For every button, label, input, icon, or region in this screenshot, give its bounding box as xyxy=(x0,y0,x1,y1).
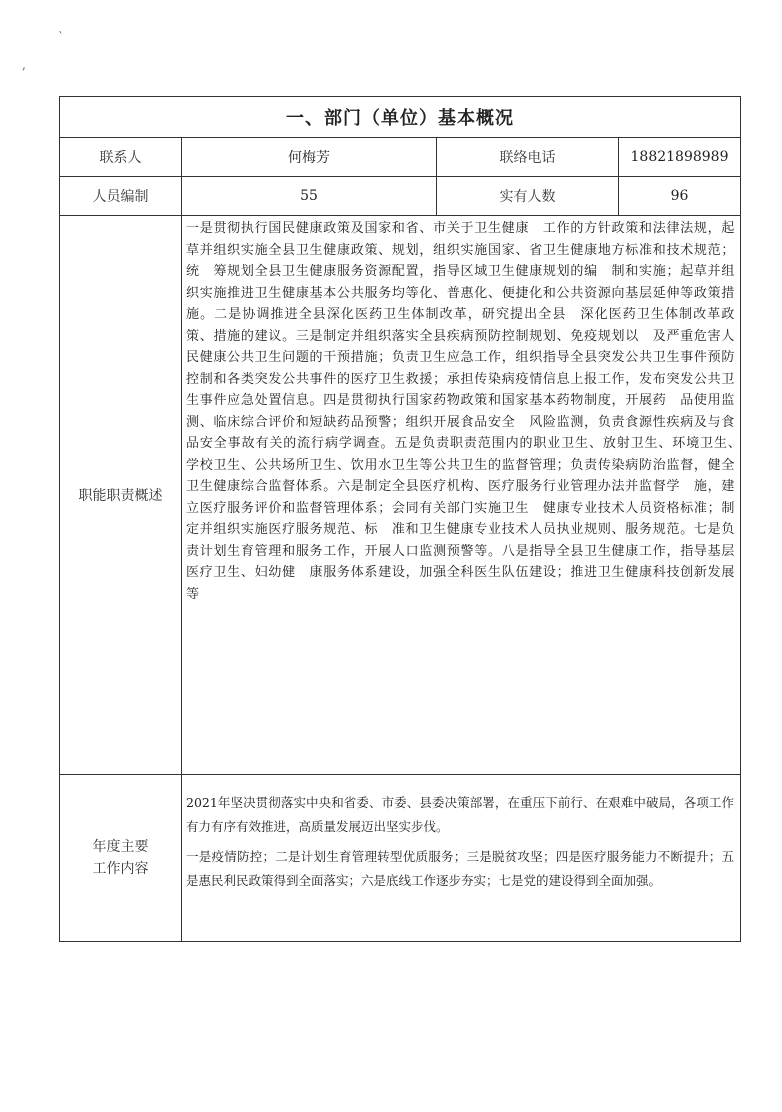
staff-quota-value: 55 xyxy=(182,177,437,216)
phone-value: 18821898989 xyxy=(619,138,741,177)
staff-actual-label: 实有人数 xyxy=(437,177,619,216)
staff-actual-value: 96 xyxy=(619,177,741,216)
section-title: 一、部门（单位）基本概况 xyxy=(60,97,741,138)
staff-quota-label: 人员编制 xyxy=(60,177,182,216)
annual-work-paragraph-1: 2021年坚决贯彻落实中央和省委、市委、县委决策部署，在重压下前行、在艰难中破局，各项工作有力有序有效推进，高质量发展迈出坚实步伐。 xyxy=(186,795,734,834)
basic-info-table xyxy=(59,96,749,942)
contact-label: 联系人 xyxy=(60,138,182,177)
annual-work-label-line2: 工作内容 xyxy=(92,861,149,877)
scan-mark-left: , xyxy=(22,58,26,72)
duties-text: 一是贯彻执行国民健康政策及国家和省、市关于卫生健康 工作的方针政策和法律法规，起草并组织实施全县卫生健康政策、规划，组织实施国家、省卫生健康地方标准和技术规范；统 筹规划全县卫生健康服务资源配置，指导区域卫生健康规划的编 制和实施；起草并组织实施推进卫生健康基本公共服务均等化、普惠化、便捷化和公共资源向基层延伸等政策措施。二是协调推进全县深化医药卫生体制改革，研究提出全县 深化医药卫生体制改革政策、措施的建议。三是制定并组织落实全县疾病预防控制规划、免疫规划以 及严重危害人民健康公共卫生问题的干预措施；负责卫生应急工作，组织指导全县突发公共卫生事件预防控制和各类突发公共事件的医疗卫生救援；承担传染病疫情信息上报工作，发布突发公共卫生事件应急处置信息。四是贯彻执行国家药物政策和国家基本药物制度，开展药 品使用监测、临床综合评价和短缺药品预警；组织开展食品安全 风险监测，负责食源性疾病及与食品安全事故有关的流行病学调查。五是负责职责范围内的职业卫生、放射卫生、环境卫生、 学校卫生、公共场所卫生、饮用水卫生等公共卫生的监督管理；负责传染病防治监督，健全卫生健康综合监督体系。六是制定全县医疗机构、医疗服务行业管理办法并监督学 施，建立医疗服务评价和监督管理体系；会同有关部门实施卫生 健康专业技术人员资格标准；制定并组织实施医疗服务规范、标 准和卫生健康专业技术人员执业规则、服务规范。七是负责计划生育管理和服务工作，开展人口监测预警等。八是指导全县卫生健康工作，指导基层医疗卫生、妇幼健 康服务体系建设，加强全科医生队伍建设；推进卫生健康科技创新发展等 xyxy=(182,216,741,775)
annual-work-paragraph-2: 一是疫情防控；二是计划生育管理转型优质服务；三是脱贫攻坚；四是医疗服务能力不断提升；五是惠民利民政策得到全面落实；六是底线工作逐步夯实；七是党的建设得到全面加强。 xyxy=(186,849,734,888)
annual-work-label xyxy=(60,775,182,942)
annual-work-content xyxy=(182,775,741,942)
scan-mark-top: ˋ xyxy=(58,30,64,44)
duties-row xyxy=(60,216,741,775)
annual-work-row xyxy=(60,775,741,942)
phone-label: 联络电话 xyxy=(437,138,619,177)
duties-label: 职能职责概述 xyxy=(60,216,182,775)
contact-row xyxy=(60,138,741,177)
staff-row xyxy=(60,177,741,216)
annual-work-label-line1: 年度主要 xyxy=(92,839,149,855)
contact-value: 何梅芳 xyxy=(182,138,437,177)
